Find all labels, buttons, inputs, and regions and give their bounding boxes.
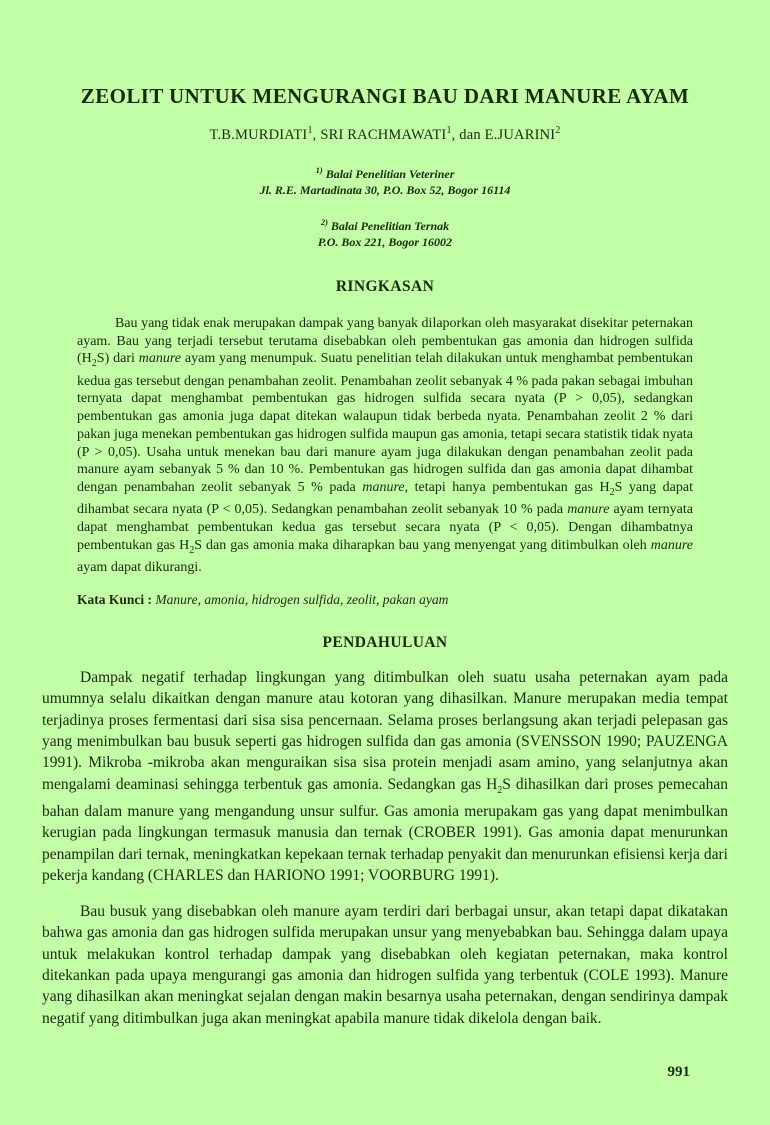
abstract-paragraph: Bau yang tidak enak merupakan dampak yang banyak dilaporkan oleh masyarakat disekitar peternakan ayam. Bau yang terjadi tersebut terutama disebabkan oleh pembentukan gas amonia dan hidrogen sulfida $(H_2S)$ dari manure ayam yang menumpuk. Suatu penelitian telah dilakukan untuk menghambat pembentukan kedua gas tersebut dengan penambahan zeolit. Penambahan zeolit sebanyak 4 % pada pakan sebagai imbuhan ternyata dapat menghambat pembentukan gas hidrogen sulfida secara nyata (P > 0,05), sedangkan pembentukan gas amonia juga dapat ditekan walaupun tidak berbeda nyata. Penambahan zeolit 2 % dari pakan juga menekan pembentukan gas hidrogen sulfida maupun gas amonia, tetapi secara statistik tidak nyata (P > 0,05). Usaha untuk menekan bau dari manure ayam juga dilakukan dengan penambahan zeolit pada manure ayam sebanyak 5 % dan 10 %. Pembentukan gas hidrogen sulfida dan gas amonia dapat dihambat dengan penambahan zeolit sebanyak 5 % pada manure, tetapi hanya pembentukan gas $H_2S$ yang dapat dihambat secara nyata (P < 0,05). Sedangkan penambahan zeolit sebanyak 10 % pada manure ayam ternyata dapat menghambat pembentukan kedua gas tersebut secara nyata (P < 0,05). Dengan dihambatnya pembentukan gas $H_2S$ dan gas amonia maka diharapkan bau yang menyengat yang ditimbulkan oleh manure ayam dapat dikurangi. [77, 315, 694, 576]
page-number: 991 [667, 1064, 690, 1080]
affiliation-1 [0, 162, 770, 198]
ringkasan-heading: RINGKASAN [335, 277, 435, 295]
paper-title: ZEOLIT UNTUK MENGURANGI BAU DARI MANURE AYAM [80, 84, 690, 108]
intro-paragraph-2: Bau busuk yang disebabkan oleh manure ayam terdiri dari berbagai unsur, akan tetapi dapat dikatakan bahwa gas amonia dan gas hidrogen sulfida merupakan unsur yang menyebabkan bau. Sehingga dalam upaya untuk melakukan kontrol terhadap dampak yang disebabkan oleh kegiatan peternakan, maka kontrol ditekankan pada upaya mengurangi gas amonia dan hidrogen sulfida yang terbentuk (COLE 1993). Manure yang dihasilkan akan meningkat sejalan dengan makin besarnya usaha peternakan, dengan sendirinya dampak negatif yang ditimbulkan juga akan meningkat apabila manure tidak dikelola dengan baik. [42, 903, 728, 1027]
affiliation-1-name: $^{1)}$ Balai Penelitian Veteriner [315, 164, 455, 181]
affiliation-2 [0, 214, 770, 250]
affiliation-2-name: $^{2)}$ Balai Penelitian Ternak [320, 216, 450, 233]
keywords-label: Kata Kunci : [77, 592, 153, 608]
keywords-value: Manure, amonia, hidrogen sulfida, zeolit, pakan ayam [155, 592, 449, 608]
keywords-line [77, 592, 693, 608]
pendahuluan-heading: PENDAHULUAN [322, 634, 448, 652]
intro-paragraph-1: Dampak negatif terhadap lingkungan yang ditimbulkan oleh suatu usaha peternakan ayam pada umumnya selalu dikaitkan dengan manure atau kotoran yang dihasilkan. Manure merupakan media tempat terjadinya proses fermentasi dari sisa sisa pencernaan. Selama proses berlangsung akan terjadi pelepasan gas yang menimbulkan bau busuk seperti gas hidrogen sulfida dan gas amonia (SVENSSON 1990; PAUZENGA 1991). Mikroba -mikroba akan menguraikan sisa sisa protein menjadi asam amino, yang selanjutnya akan mengalami deaminasi sehingga terbentuk gas amonia. Sedangkan gas $H_2S$ dihasilkan dari proses pemecahan bahan dalam manure yang mengandung unsur sulfur. Gas amonia merupakam gas yang dapat menimbulkan kerugian pada lingkungan termasuk manusia dan ternak (CROBER 1991). Gas amonia dapat menurunkan penampilan dari ternak, meningkatkan kepekaan ternak terhadap penyakit dan menurunkan efisiensi kerja dari pekerja kandang (CHARLES dan HARIONO 1991; VOORBURG 1991). [42, 669, 728, 884]
authors-line: T.B.MURDIATI$^1$, SRI RACHMAWATI$^1$, dan E.JUARINI$^2$ [209, 125, 561, 143]
affiliation-1-address: Jl. R.E. Martadinata 30, P.O. Box 52, Bogor 16114 [259, 182, 511, 197]
affiliation-2-address: P.O. Box 221, Bogor 16002 [317, 234, 453, 249]
